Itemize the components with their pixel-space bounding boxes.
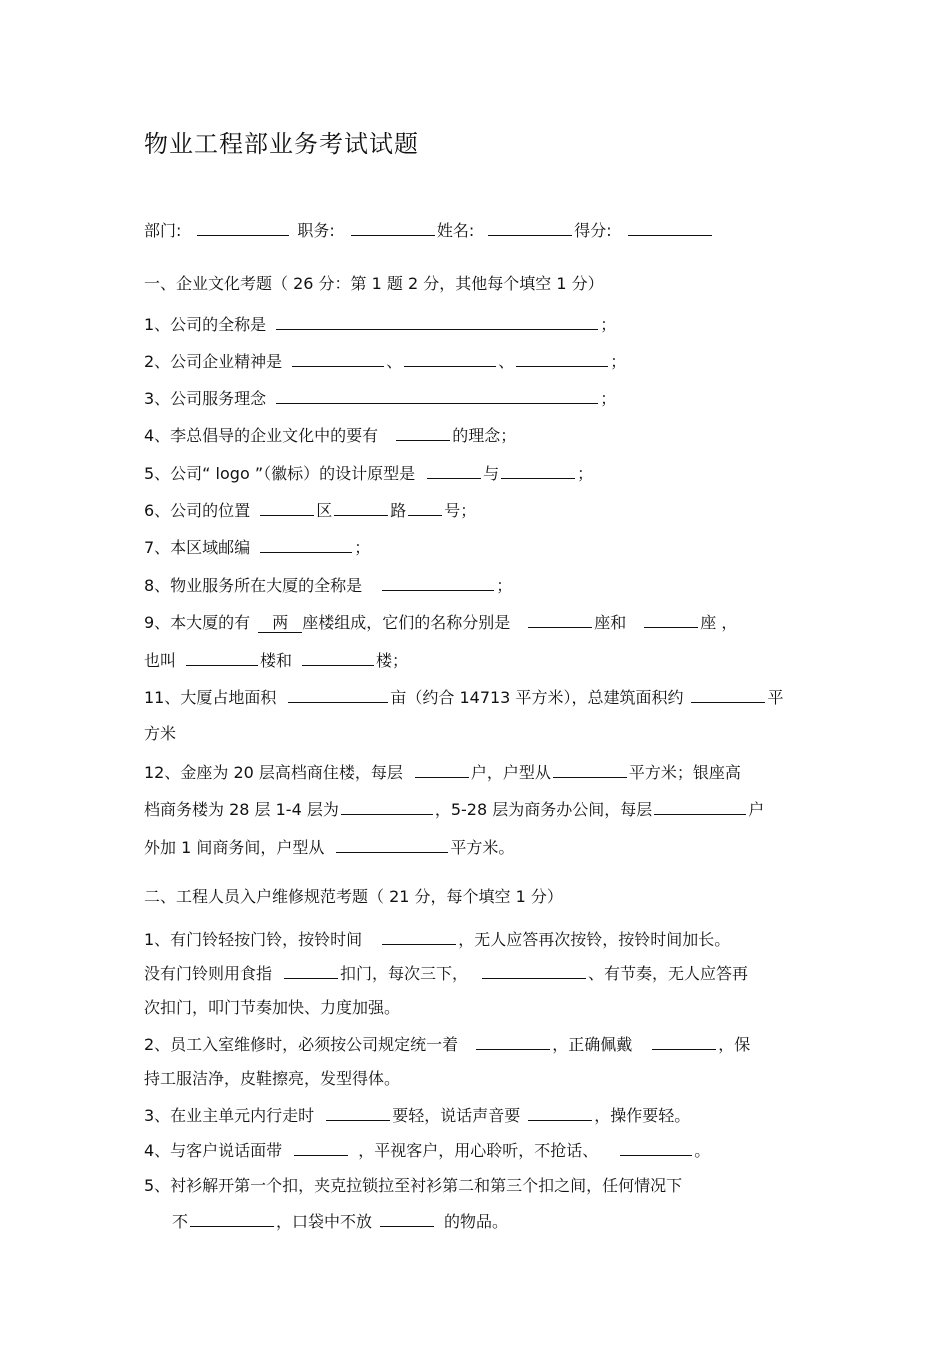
s1-q8-text: 8、物业服务所在大厦的全称是 bbox=[144, 576, 363, 595]
s1-q1-blank[interactable] bbox=[276, 313, 598, 330]
s1-q6-blank-number[interactable] bbox=[408, 499, 442, 516]
s2-q2-line1 bbox=[144, 1033, 750, 1056]
s1-q2-blank-1[interactable] bbox=[292, 350, 384, 367]
s2-q4-text-2: ，平视客户，用心聆听，不抢话、 bbox=[358, 1141, 599, 1160]
s1-q9-text: 9、本大厦的有 bbox=[144, 613, 251, 632]
s1-q2-sep-2: 、 bbox=[498, 352, 515, 371]
s1-q11-text-3: 平 bbox=[767, 688, 784, 707]
s1-q11-text-2: 亩（约合 14713 平方米），总建筑面积约 bbox=[390, 688, 684, 707]
s1-q1-end: ； bbox=[600, 315, 617, 334]
s1-q9-text-5: 也叫 bbox=[144, 651, 177, 670]
s1-q3-text: 3、公司服务理念 bbox=[144, 389, 267, 408]
s1-q5-and: 与 bbox=[483, 464, 500, 483]
s1-q1 bbox=[144, 313, 616, 336]
s1-q9-text-7: 楼； bbox=[376, 651, 409, 670]
s1-q12-text-8: 平方米。 bbox=[450, 838, 515, 857]
s1-q9-blank-3[interactable] bbox=[186, 649, 258, 666]
s2-q5-text-2: 不 bbox=[172, 1212, 189, 1231]
s1-q9-blank-2[interactable] bbox=[644, 611, 698, 628]
s1-q9-blank-4[interactable] bbox=[302, 649, 374, 666]
s2-q1-text-4: 扣门，每次三下， bbox=[340, 964, 469, 983]
s2-q1-blank-1[interactable] bbox=[382, 928, 456, 945]
s1-q12-text-2: 户，户型从 bbox=[470, 763, 551, 782]
s1-q5-blank-1[interactable] bbox=[427, 462, 481, 479]
s1-q9-line2 bbox=[144, 649, 408, 672]
s1-q9-text-3: 座和 bbox=[594, 613, 627, 632]
s2-q1-text: 1、有门铃轻按门铃，按铃时间 bbox=[144, 930, 363, 949]
s1-q11-blank-2[interactable] bbox=[691, 686, 765, 703]
s1-q3 bbox=[144, 387, 616, 410]
section2-heading: 二、工程人员入户维修规范考题（ 21 分，每个填空 1 分） bbox=[144, 887, 563, 906]
s1-q11-text: 11、大厦占地面积 bbox=[144, 688, 277, 707]
s1-q12-text: 12、金座为 20 层高档商住楼，每层 bbox=[144, 763, 403, 782]
s1-q8-end: ； bbox=[496, 576, 513, 595]
s1-q8-blank[interactable] bbox=[382, 574, 494, 591]
page-title: 物业工程部业务考试试题 bbox=[144, 130, 419, 158]
s1-q8 bbox=[144, 574, 512, 597]
s1-q12-text-7: 外加 1 间商务间，户型从 bbox=[144, 838, 325, 857]
s1-q5-blank-2[interactable] bbox=[501, 462, 575, 479]
s2-q2-text-3: ，保 bbox=[718, 1035, 751, 1054]
s1-q2-sep-1: 、 bbox=[386, 352, 403, 371]
s1-q9-text-4: 座 ， bbox=[700, 613, 738, 632]
s1-q1-text: 1、公司的全称是 bbox=[144, 315, 267, 334]
s2-q4-blank-2[interactable] bbox=[620, 1139, 692, 1156]
score-blank[interactable] bbox=[628, 219, 712, 236]
s1-q12-text-3: 平方米；银座高 bbox=[628, 763, 741, 782]
s2-q5-blank-1[interactable] bbox=[190, 1210, 274, 1227]
s2-q2-blank-2[interactable] bbox=[652, 1033, 716, 1050]
s1-q2-blank-2[interactable] bbox=[404, 350, 496, 367]
s2-q3 bbox=[144, 1104, 690, 1127]
s1-q6-road: 路 bbox=[390, 501, 407, 520]
s1-q3-blank[interactable] bbox=[276, 387, 598, 404]
s2-q1-line3: 次扣门，叩门节奏加快、力度加强。 bbox=[144, 998, 401, 1017]
header-fields bbox=[144, 219, 714, 242]
s1-q2 bbox=[144, 350, 626, 373]
s2-q4 bbox=[144, 1139, 710, 1162]
s1-q2-blank-3[interactable] bbox=[516, 350, 608, 367]
s1-q12-text-6: 户 bbox=[748, 800, 765, 819]
s1-q5 bbox=[144, 462, 593, 485]
s2-q2-text-2: ，正确佩戴 bbox=[552, 1035, 633, 1054]
position-blank[interactable] bbox=[351, 219, 435, 236]
s2-q1-text-2: ，无人应答再次按铃，按铃时间加长。 bbox=[458, 930, 731, 949]
s1-q6-text: 6、公司的位置 bbox=[144, 501, 251, 520]
s2-q2-text: 2、员工入室维修时，必须按公司规定统一着 bbox=[144, 1035, 459, 1054]
s1-q5-text: 5、公司“ logo ”（徽标）的设计原型是 bbox=[144, 464, 416, 483]
s1-q11-blank-1[interactable] bbox=[288, 686, 388, 703]
dept-blank[interactable] bbox=[197, 219, 289, 236]
dept-label: 部门: bbox=[144, 221, 182, 240]
s2-q1-blank-3[interactable] bbox=[482, 962, 586, 979]
s1-q6 bbox=[144, 499, 476, 522]
s1-q12-text-5: ，5-28 层为商务办公间，每层 bbox=[434, 800, 653, 819]
s2-q1-text-3: 没有门铃则用食指 bbox=[144, 964, 273, 983]
score-label: 得分: bbox=[574, 221, 612, 240]
s1-q9-filled-blank: 两 bbox=[258, 614, 302, 633]
s1-q3-end: ； bbox=[600, 389, 617, 408]
s1-q11-line1 bbox=[144, 686, 783, 709]
s2-q3-blank-2[interactable] bbox=[528, 1104, 592, 1121]
s1-q12-line2 bbox=[144, 798, 764, 821]
section1-heading: 一、企业文化考题（ 26 分：第 1 题 2 分，其他每个填空 1 分） bbox=[144, 274, 604, 293]
s2-q1-line2 bbox=[144, 962, 748, 985]
s1-q4 bbox=[144, 424, 516, 447]
s1-q11-line2: 方米 bbox=[144, 724, 177, 743]
s1-q12-blank-2[interactable] bbox=[553, 761, 627, 778]
s2-q1-line1 bbox=[144, 928, 730, 951]
s2-q3-text: 3、在业主单元内行走时 bbox=[144, 1106, 315, 1125]
s2-q5-text-3: ，口袋中不放 bbox=[276, 1212, 373, 1231]
s1-q4-end: 的理念； bbox=[452, 426, 517, 445]
s1-q12-blank-5[interactable] bbox=[336, 836, 448, 853]
s1-q12-line3 bbox=[144, 836, 514, 859]
s1-q12-blank-3[interactable] bbox=[341, 798, 433, 815]
s1-q4-text: 4、李总倡导的企业文化中的要有 bbox=[144, 426, 379, 445]
s2-q4-text: 4、与客户说话面带 bbox=[144, 1141, 283, 1160]
s1-q5-end: ； bbox=[577, 464, 594, 483]
s1-q7-end: ； bbox=[354, 538, 371, 557]
s1-q6-number: 号； bbox=[444, 501, 477, 520]
s1-q12-blank-1[interactable] bbox=[415, 761, 469, 778]
s1-q9-line1 bbox=[144, 611, 737, 634]
s1-q2-text: 2、公司企业精神是 bbox=[144, 352, 283, 371]
s1-q7-blank[interactable] bbox=[260, 536, 352, 553]
s2-q3-text-3: ，操作要轻。 bbox=[594, 1106, 691, 1125]
s2-q5-blank-2[interactable] bbox=[380, 1210, 434, 1227]
s1-q12-blank-4[interactable] bbox=[654, 798, 746, 815]
name-label: 姓名: bbox=[436, 221, 475, 240]
s2-q2-line2: 持工服洁净，皮鞋擦亮，发型得体。 bbox=[144, 1069, 401, 1088]
s2-q3-text-2: 要轻，说话声音要 bbox=[392, 1106, 521, 1125]
s1-q7-text: 7、本区域邮编 bbox=[144, 538, 251, 557]
s1-q4-blank[interactable] bbox=[396, 424, 450, 441]
s1-q6-district: 区 bbox=[316, 501, 333, 520]
s1-q6-blank-road[interactable] bbox=[334, 499, 388, 516]
s2-q5-text-4: 的物品。 bbox=[444, 1212, 509, 1231]
s1-q9-text-6: 楼和 bbox=[260, 651, 293, 670]
s2-q4-blank-1[interactable] bbox=[294, 1139, 348, 1156]
s1-q12-text-4: 档商务楼为 28 层 1-4 层为 bbox=[144, 800, 339, 819]
s1-q9-blank-1[interactable] bbox=[528, 611, 592, 628]
s1-q6-blank-district[interactable] bbox=[260, 499, 314, 516]
name-blank[interactable] bbox=[488, 219, 572, 236]
position-label: 职务: bbox=[297, 221, 335, 240]
s1-q12-line1 bbox=[144, 761, 741, 784]
s2-q5-line2 bbox=[172, 1210, 508, 1233]
s2-q1-text-5: 、有节奏，无人应答再 bbox=[588, 964, 749, 983]
s1-q7 bbox=[144, 536, 370, 559]
s2-q2-blank-1[interactable] bbox=[476, 1033, 550, 1050]
s2-q3-blank-1[interactable] bbox=[326, 1104, 390, 1121]
s2-q1-blank-2[interactable] bbox=[284, 962, 338, 979]
s2-q5-line1: 5、衬衫解开第一个扣，夹克拉锁拉至衬衫第二和第三个扣之间，任何情况下 bbox=[144, 1176, 683, 1195]
s2-q4-text-3: 。 bbox=[694, 1141, 711, 1160]
s1-q2-end: ； bbox=[610, 352, 627, 371]
s1-q9-text-2: 座楼组成，它们的名称分别是 bbox=[302, 613, 511, 632]
